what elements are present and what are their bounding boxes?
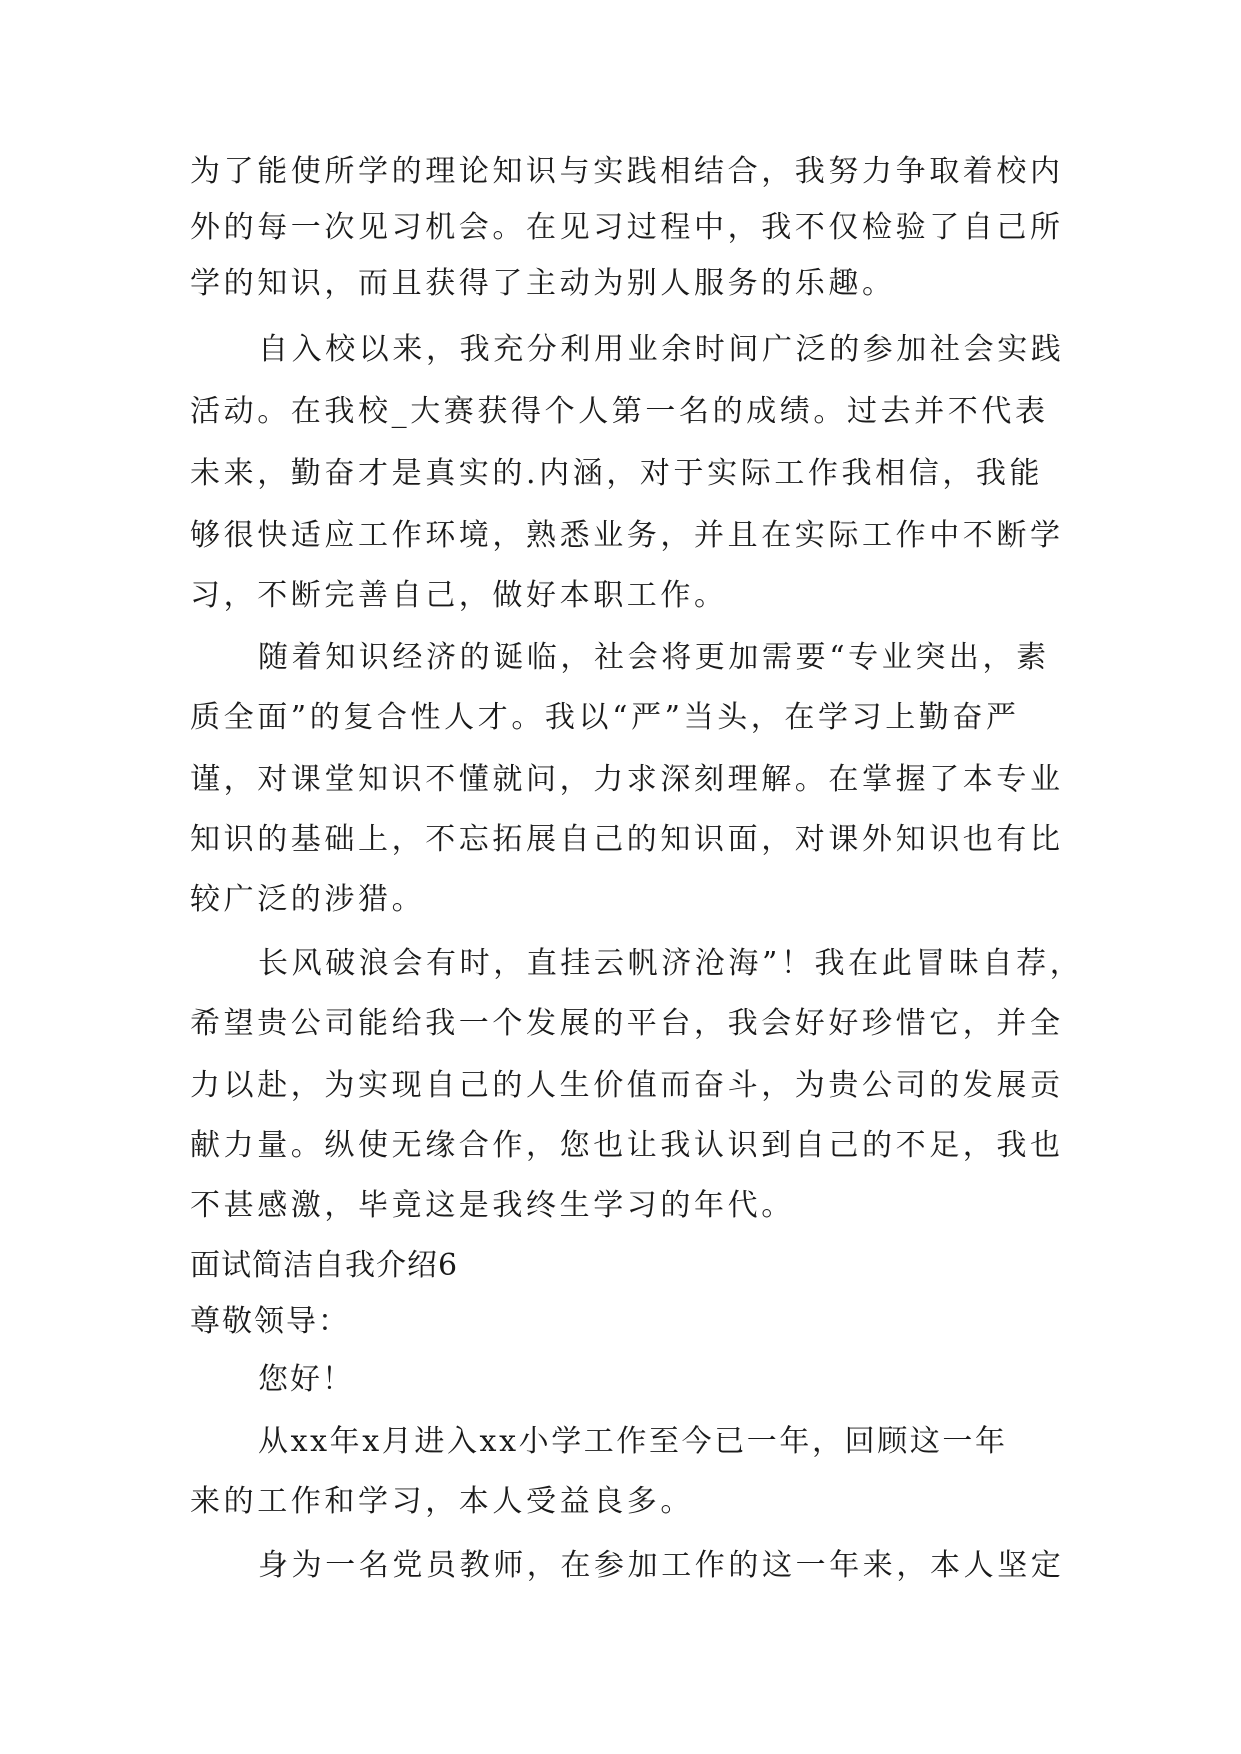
text-line: 献力量。纵使无缘合作，您也让我认识到自己的不足，我也 bbox=[190, 1128, 1064, 1163]
text-line: 随着知识经济的诞临，社会将更加需要“专业突出，素 bbox=[258, 640, 1050, 675]
text-line: 力以赴，为实现自己的人生价值而奋斗，为贵公司的发展贡 bbox=[190, 1068, 1064, 1103]
text-line: 从xx年x月进入xx小学工作至今已一年，回顾这一年 bbox=[258, 1424, 1008, 1459]
text-line: 为了能使所学的理论知识与实践相结合，我努力争取着校内 bbox=[190, 154, 1064, 189]
text-line: 习，不断完善自己，做好本职工作。 bbox=[190, 578, 728, 613]
text-line: 希望贵公司能给我一个发展的平台，我会好好珍惜它，并全 bbox=[190, 1006, 1064, 1041]
text-line: 不甚感激，毕竟这是我终生学习的年代。 bbox=[190, 1188, 795, 1223]
text-line: 来的工作和学习，本人受益良多。 bbox=[190, 1484, 694, 1519]
text-line: 够很快适应工作环境，熟悉业务，并且在实际工作中不断学 bbox=[190, 518, 1064, 553]
text-line: 自入校以来，我充分利用业余时间广泛的参加社会实践 bbox=[258, 332, 1065, 367]
text-line: 学的知识，而且获得了主动为别人服务的乐趣。 bbox=[190, 266, 896, 301]
text-line: 未来，勤奋才是真实的.内涵，对于实际工作我相信，我能 bbox=[190, 456, 1044, 491]
text-line: 质全面”的复合性人才。我以“严”当头，在学习上勤奋严 bbox=[190, 700, 1020, 735]
section-title: 面试简洁自我介绍6 bbox=[190, 1248, 459, 1283]
text-line: 长风破浪会有时，直挂云帆济沧海”！我在此冒昧自荐， bbox=[258, 946, 1084, 981]
greeting: 您好！ bbox=[258, 1362, 354, 1397]
text-line: 活动。在我校_大赛获得个人第一名的成绩。过去并不代表 bbox=[190, 394, 1049, 429]
text-line: 谨，对课堂知识不懂就问，力求深刻理解。在掌握了本专业 bbox=[190, 762, 1064, 797]
text-line: 外的每一次见习机会。在见习过程中，我不仅检验了自己所 bbox=[190, 210, 1064, 245]
text-line: 较广泛的涉猎。 bbox=[190, 882, 426, 917]
text-line: 身为一名党员教师，在参加工作的这一年来，本人坚定 bbox=[258, 1548, 1065, 1583]
text-line: 知识的基础上，不忘拓展自己的知识面，对课外知识也有比 bbox=[190, 822, 1064, 857]
salutation: 尊敬领导： bbox=[190, 1304, 350, 1339]
